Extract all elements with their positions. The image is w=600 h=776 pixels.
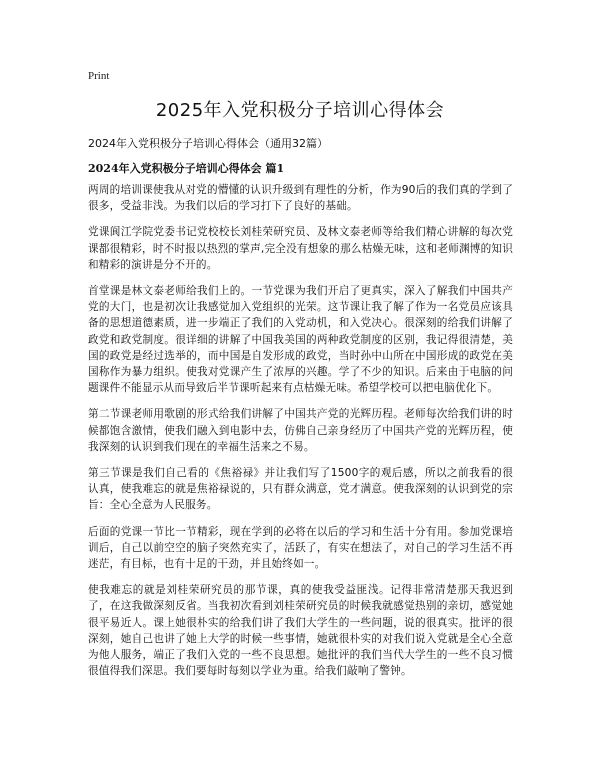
paragraph: 首堂课是林文泰老师给我们上的。一节党课为我们开启了更真实，深入了解我们中国共产党的大门，也是初次让我感觉加入党组织的光荣。这节课让我了解了作为一名党员应该具备的思想道德素质，进一步端正了我们的入党动机，和入党决心。很深刻的给我们讲解了政党和政党制度。很详细的讲解了中国我美国的两种政党制度的区别，我记得很清楚，美国的政党是经过选举的，而中国是自发形成的政党，当时孙中山所在中国形成的政党在美国称作为暴力组织。使我对党课产生了浓厚的兴趣。学了不少的知识。后来由于电脑的问题课件不能显示从而导致后半节课听起来有点枯燥无味。希望学校可以把电脑优化下。 — [88, 285, 513, 395]
paragraph: 后面的党课一节比一节精彩，现在学到的必将在以后的学习和生活十分有用。参加党课培训后，自己以前空空的脑子突然充实了，活跃了，有实在想法了，对自己的学习生活不再迷茫，有目标，也有十足的干劲，并且始终如一。 — [88, 525, 513, 571]
paragraph: 第三节课是我们自己看的《焦裕禄》并让我们写了1500字的观后感，所以之前我看的很认真，使我难忘的就是焦裕禄说的，只有群众满意，党才满意。使我深刻的认识到党的宗旨：全心全意为人民服务。 — [88, 467, 513, 512]
section-heading: 2024年入党积极分子培训心得体会 篇1 — [88, 162, 285, 175]
paragraph: 使我难忘的就是刘桂荣研究员的那节课，真的使我受益匪浅。记得非常清楚那天我迟到了，在这我做深刻反省。当我初次看到刘桂荣研究员的时候我就感觉热别的亲切，感觉她很平易近人。课上她很朴实的给我们讲了我们大学生的一些问题，说的很真实。批评的很深刻，她自己也讲了她上大学的时候一些事情，她就很朴实的对我们说入党就是全心全意为他人服务，端正了我们入党的一些不良思想。她批评的我们当代大学生的一些不良习惯很值得我们深思。我们要每时每刻以学业为重。给我们敲响了警钟。 — [88, 584, 513, 678]
article-body — [88, 182, 513, 689]
paragraph: 两周的培训课使我从对党的懵懂的认识升级到有理性的分析，作为90后的我们真的学到了很多，受益非浅。为我们以后的学习打下了良好的基础。 — [88, 184, 513, 213]
print-link[interactable]: Print — [88, 70, 110, 82]
paragraph: 党课阆江学院党委书记党校校长刘桂荣研究员、及林文泰老师等给我们精心讲解的每次党课都很精彩，时不时报以热烈的掌声,完全没有想象的那么枯燥无味，这和老师渊博的知识和精彩的演讲是分不开的。 — [88, 226, 513, 271]
document-subtitle: 2024年入党积极分子培训心得体会（通用32篇） — [88, 137, 328, 150]
paragraph: 第二节课老师用歌剧的形式给我们讲解了中国共产党的光辉历程。老师每次给我们讲的时候都饱含激情，使我们融入到电影中去，仿佛自己亲身经历了中国共产党的光辉历程，使我深刻的认识到我们现在的幸福生活来之不易。 — [88, 408, 513, 453]
page-title: 2025年入党积极分子培训心得体会 — [155, 100, 445, 121]
